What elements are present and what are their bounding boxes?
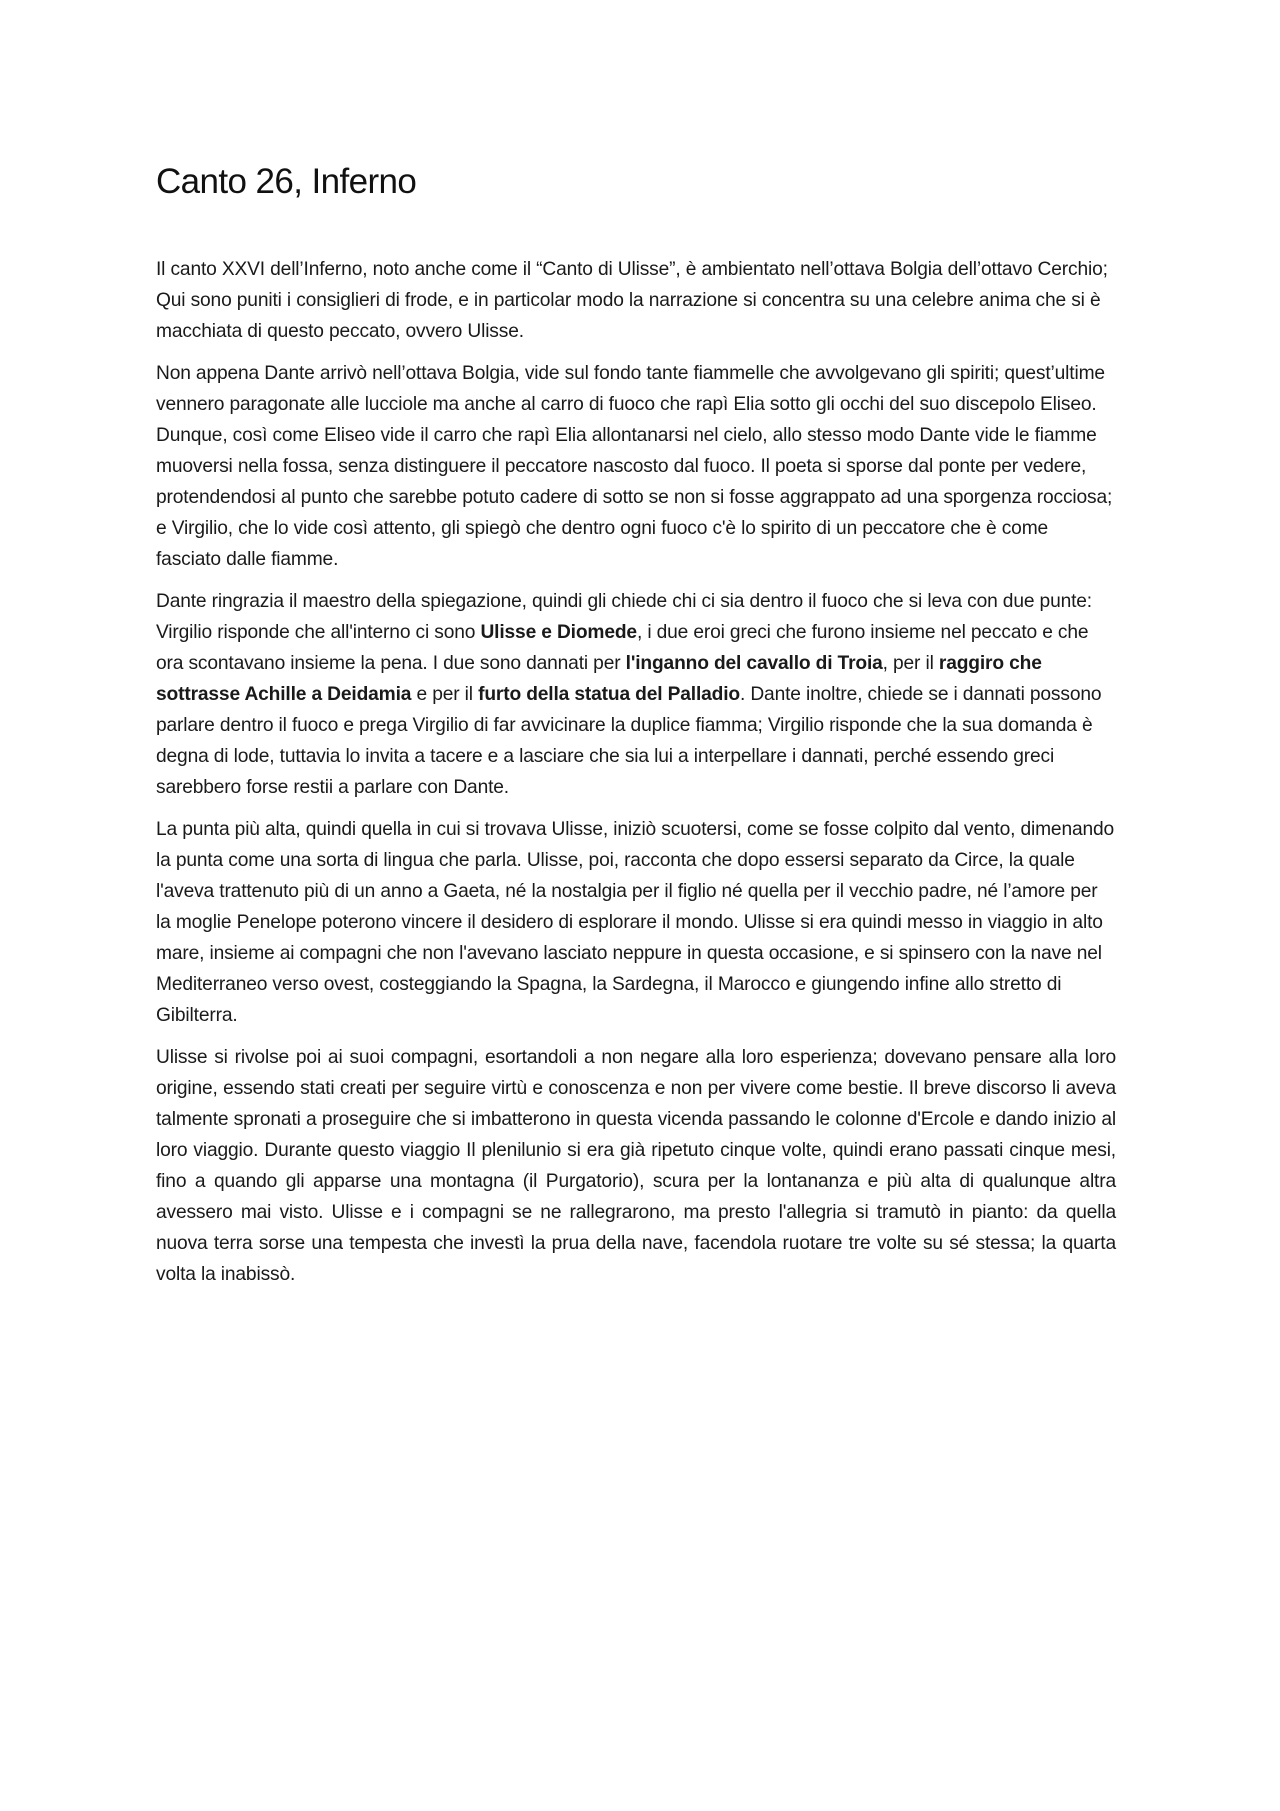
bold-text-run: raggiro che sottrasse Achille a Deidamia [156,653,1042,705]
page-title: Canto 26, Inferno [156,162,417,201]
document-page [156,160,1116,1301]
bold-text-run: l'inganno del cavallo di Troia [625,653,883,674]
text-run: La punta più alta, quindi quella in cui si trovava Ulisse, iniziò scuotersi, come se fosse colpito dal vento, dimenando la punta come una sorta di lingua che parla. Ulisse, poi, racconta che dopo essersi separato da Circe, la quale l'aveva trattenuto più di un anno a Gaeta, né la nostalgia per il figlio né quella per il vecchio padre, né l’amore per la moglie Penelope poterono vincere il desidero di esplorare il mondo. Ulisse si era quindi messo in viaggio in alto mare, insieme ai compagni che non l'avevano lasciato neppure in questa occasione, e si spinsero con la nave nel Mediterraneo verso ovest, costeggiando la Spagna, la Sardegna, il Marocco e giungendo infine allo stretto di Gibilterra. [156,819,1115,1026]
paragraph-intro [156,254,1116,347]
paragraph-viaggio [156,1042,1116,1290]
paragraph-bolgia [156,358,1116,575]
text-run: Non appena Dante arrivò nell’ottava Bolgia, vide sul fondo tante fiammelle che avvolgevano gli spiriti; quest’ultime vennero paragonate alle lucciole ma anche al carro di fuoco che rapì Elia sotto gli occhi del suo discepolo Eliseo. Dunque, così come Eliseo vide il carro che rapì Elia allontanarsi nel cielo, allo stesso modo Dante vide le fiamme muoversi nella fossa, senza distinguere il peccatore nascosto dal fuoco. Il poeta si sporse dal ponte per vedere, protendendosi al punto che sarebbe potuto cadere di sotto se non si fosse aggrappato ad una sporgenza rocciosa; e Virgilio, che lo vide così attento, gli spiegò che dentro ogni fuoco c'è lo spirito di un peccatore che è come fasciato dalle fiamme. [156,363,1113,570]
bold-text-run: Ulisse e Diomede [480,622,637,643]
text-run: Ulisse si rivolse poi ai suoi compagni, esortandoli a non negare alla loro esperienza; dovevano pensare alla loro origine, essendo stati creati per seguire virtù e conoscenza e non per vivere come bestie. Il breve discorso li aveva talmente spronati a proseguire che si imbatterono in questa vicenda passando le colonne d'Ercole e dando inizio al loro viaggio. Durante questo viaggio Il plenilunio si era già ripetuto cinque volte, quindi erano passati cinque mesi, fino a quando gli apparse una montagna (il Purgatorio), scura per la lontananza e più alta di qualunque altra avessero mai visto. Ulisse e i compagni se ne rallegrarono, ma presto l'allegria si tramutò in pianto: da quella nuova terra sorse una tempesta che investì la prua della nave, facendola ruotare tre volte su sé stessa; la quarta volta la inabissò. [156,1047,1116,1285]
text-run: Dante ringrazia il maestro della spiegazione, quindi gli chiede chi ci sia dentro il fuoco che si leva con due punte: Virgilio risponde che all'interno ci sono [156,591,1092,643]
paragraph-ulisse-racconto [156,814,1116,1031]
text-run: e per il [411,684,479,705]
bold-text-run: furto della statua del Palladio [478,684,740,705]
text-run: , per il [882,653,939,674]
text-run: Il canto XXVI dell’Inferno, noto anche come il “Canto di Ulisse”, è ambientato nell’ottava Bolgia dell’ottavo Cerchio; Qui sono puniti i consiglieri di frode, e in particolar modo la narrazione si concentra su una celebre anima che si è macchiata di questo peccato, ovvero Ulisse. [156,259,1108,342]
text-run: , i due eroi greci che furono insieme nel peccato e che ora scontavano insieme la pena. I due sono dannati per [156,622,1089,674]
text-run: . Dante inoltre, chiede se i dannati possono parlare dentro il fuoco e prega Virgilio di far avvicinare la duplice fiamma; Virgilio risponde che la sua domanda è degna di lode, tuttavia lo invita a tacere e a lasciare che sia lui a interpellare i dannati, perché essendo greci sarebbero forse restii a parlare con Dante. [156,684,1102,798]
paragraph-ulisse-diomede [156,586,1116,803]
